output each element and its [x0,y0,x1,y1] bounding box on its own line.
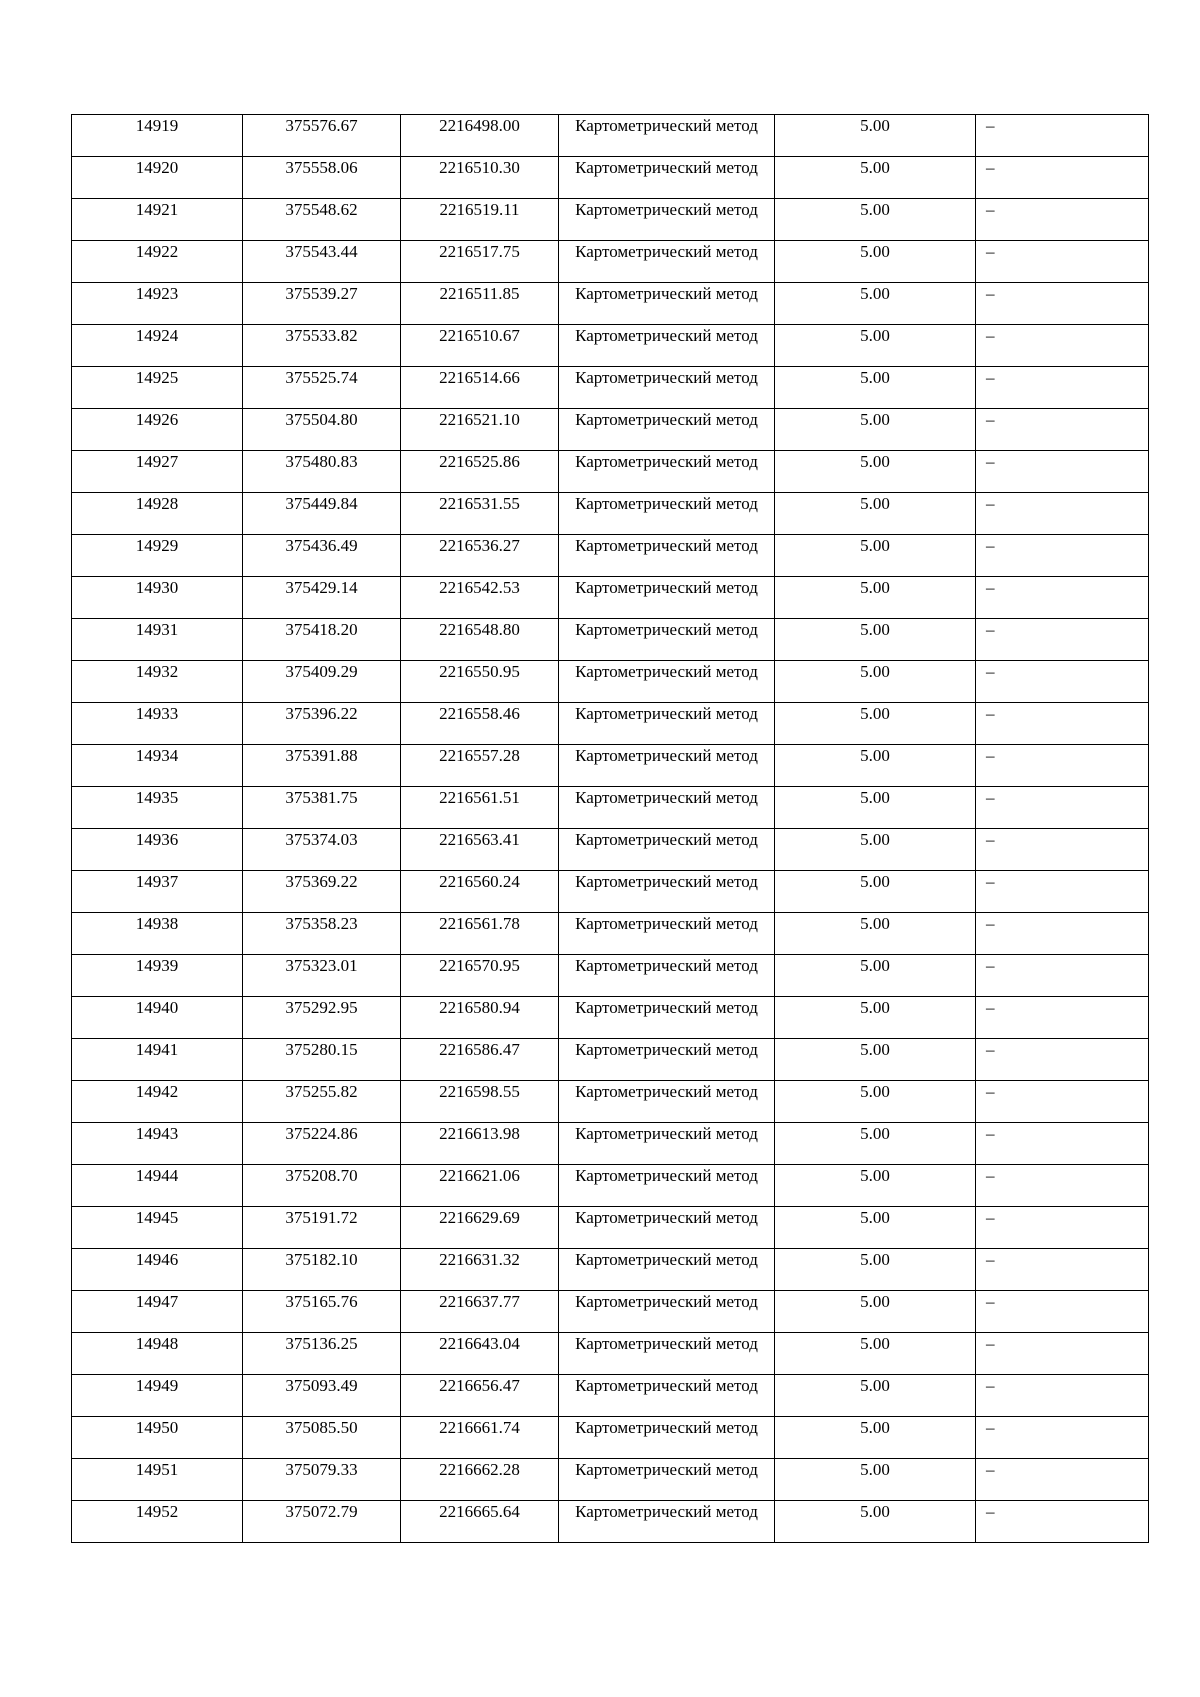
table-row [72,493,1149,535]
note-cell: – [976,451,1149,493]
note-cell: – [976,997,1149,1039]
table-row [72,1081,1149,1123]
precision-cell: 5.00 [775,955,976,997]
method-cell: Картометрический метод [559,661,775,703]
y-coordinate-cell: 2216560.24 [401,871,559,913]
precision-cell: 5.00 [775,1501,976,1543]
note-cell: – [976,1501,1149,1543]
table-row [72,661,1149,703]
method-cell: Картометрический метод [559,325,775,367]
note-cell: – [976,1039,1149,1081]
precision-cell: 5.00 [775,241,976,283]
note-cell: – [976,1291,1149,1333]
x-coordinate-cell: 375136.25 [243,1333,401,1375]
table-row [72,1165,1149,1207]
precision-cell: 5.00 [775,325,976,367]
x-coordinate-cell: 375504.80 [243,409,401,451]
x-coordinate-cell: 375548.62 [243,199,401,241]
x-coordinate-cell: 375449.84 [243,493,401,535]
y-coordinate-cell: 2216519.11 [401,199,559,241]
precision-cell: 5.00 [775,115,976,157]
y-coordinate-cell: 2216656.47 [401,1375,559,1417]
precision-cell: 5.00 [775,1333,976,1375]
y-coordinate-cell: 2216586.47 [401,1039,559,1081]
y-coordinate-cell: 2216621.06 [401,1165,559,1207]
note-cell: – [976,115,1149,157]
precision-cell: 5.00 [775,1207,976,1249]
table-row [72,871,1149,913]
x-coordinate-cell: 375255.82 [243,1081,401,1123]
method-cell: Картометрический метод [559,283,775,325]
y-coordinate-cell: 2216570.95 [401,955,559,997]
table-row [72,1123,1149,1165]
point-number-cell: 14942 [72,1081,243,1123]
method-cell: Картометрический метод [559,1081,775,1123]
point-number-cell: 14929 [72,535,243,577]
table-row [72,199,1149,241]
y-coordinate-cell: 2216563.41 [401,829,559,871]
point-number-cell: 14932 [72,661,243,703]
method-cell: Картометрический метод [559,997,775,1039]
x-coordinate-cell: 375480.83 [243,451,401,493]
method-cell: Картометрический метод [559,787,775,829]
method-cell: Картометрический метод [559,703,775,745]
point-number-cell: 14939 [72,955,243,997]
note-cell: – [976,661,1149,703]
x-coordinate-cell: 375093.49 [243,1375,401,1417]
table-row [72,157,1149,199]
y-coordinate-cell: 2216498.00 [401,115,559,157]
note-cell: – [976,367,1149,409]
table-row [72,535,1149,577]
y-coordinate-cell: 2216598.55 [401,1081,559,1123]
method-cell: Картометрический метод [559,1249,775,1291]
precision-cell: 5.00 [775,619,976,661]
y-coordinate-cell: 2216613.98 [401,1123,559,1165]
y-coordinate-cell: 2216514.66 [401,367,559,409]
method-cell: Картометрический метод [559,955,775,997]
x-coordinate-cell: 375533.82 [243,325,401,367]
method-cell: Картометрический метод [559,1207,775,1249]
precision-cell: 5.00 [775,787,976,829]
table-row [72,1501,1149,1543]
table-row [72,367,1149,409]
point-number-cell: 14949 [72,1375,243,1417]
note-cell: – [976,1081,1149,1123]
x-coordinate-cell: 375292.95 [243,997,401,1039]
y-coordinate-cell: 2216548.80 [401,619,559,661]
precision-cell: 5.00 [775,1417,976,1459]
table-row [72,1333,1149,1375]
note-cell: – [976,1417,1149,1459]
method-cell: Картометрический метод [559,451,775,493]
table-row [72,1207,1149,1249]
y-coordinate-cell: 2216665.64 [401,1501,559,1543]
x-coordinate-cell: 375558.06 [243,157,401,199]
method-cell: Картометрический метод [559,367,775,409]
point-number-cell: 14921 [72,199,243,241]
note-cell: – [976,325,1149,367]
point-number-cell: 14930 [72,577,243,619]
note-cell: – [976,703,1149,745]
table-row [72,325,1149,367]
note-cell: – [976,157,1149,199]
note-cell: – [976,577,1149,619]
note-cell: – [976,787,1149,829]
point-number-cell: 14950 [72,1417,243,1459]
precision-cell: 5.00 [775,745,976,787]
point-number-cell: 14926 [72,409,243,451]
method-cell: Картометрический метод [559,157,775,199]
method-cell: Картометрический метод [559,409,775,451]
x-coordinate-cell: 375165.76 [243,1291,401,1333]
y-coordinate-cell: 2216629.69 [401,1207,559,1249]
method-cell: Картометрический метод [559,1459,775,1501]
y-coordinate-cell: 2216542.53 [401,577,559,619]
table-row [72,955,1149,997]
note-cell: – [976,955,1149,997]
point-number-cell: 14952 [72,1501,243,1543]
method-cell: Картометрический метод [559,913,775,955]
x-coordinate-cell: 375072.79 [243,1501,401,1543]
x-coordinate-cell: 375085.50 [243,1417,401,1459]
note-cell: – [976,619,1149,661]
point-number-cell: 14927 [72,451,243,493]
method-cell: Картометрический метод [559,1291,775,1333]
point-number-cell: 14943 [72,1123,243,1165]
precision-cell: 5.00 [775,367,976,409]
x-coordinate-cell: 375429.14 [243,577,401,619]
y-coordinate-cell: 2216561.51 [401,787,559,829]
x-coordinate-cell: 375358.23 [243,913,401,955]
y-coordinate-cell: 2216531.55 [401,493,559,535]
point-number-cell: 14928 [72,493,243,535]
table-row [72,745,1149,787]
note-cell: – [976,913,1149,955]
note-cell: – [976,871,1149,913]
x-coordinate-cell: 375191.72 [243,1207,401,1249]
coordinates-table [71,114,1149,1543]
table-row [72,1249,1149,1291]
precision-cell: 5.00 [775,493,976,535]
x-coordinate-cell: 375280.15 [243,1039,401,1081]
x-coordinate-cell: 375381.75 [243,787,401,829]
y-coordinate-cell: 2216510.67 [401,325,559,367]
note-cell: – [976,1123,1149,1165]
point-number-cell: 14919 [72,115,243,157]
note-cell: – [976,241,1149,283]
x-coordinate-cell: 375576.67 [243,115,401,157]
table-row [72,283,1149,325]
method-cell: Картометрический метод [559,829,775,871]
method-cell: Картометрический метод [559,199,775,241]
note-cell: – [976,1207,1149,1249]
precision-cell: 5.00 [775,1081,976,1123]
precision-cell: 5.00 [775,1459,976,1501]
precision-cell: 5.00 [775,577,976,619]
note-cell: – [976,283,1149,325]
point-number-cell: 14938 [72,913,243,955]
method-cell: Картометрический метод [559,1165,775,1207]
method-cell: Картометрический метод [559,1123,775,1165]
table-row [72,1291,1149,1333]
x-coordinate-cell: 375418.20 [243,619,401,661]
table-row [72,997,1149,1039]
y-coordinate-cell: 2216511.85 [401,283,559,325]
y-coordinate-cell: 2216661.74 [401,1417,559,1459]
precision-cell: 5.00 [775,997,976,1039]
point-number-cell: 14931 [72,619,243,661]
method-cell: Картометрический метод [559,745,775,787]
table-row [72,1039,1149,1081]
precision-cell: 5.00 [775,1375,976,1417]
x-coordinate-cell: 375079.33 [243,1459,401,1501]
table-row [72,619,1149,661]
x-coordinate-cell: 375543.44 [243,241,401,283]
x-coordinate-cell: 375525.74 [243,367,401,409]
precision-cell: 5.00 [775,157,976,199]
table-row [72,1417,1149,1459]
note-cell: – [976,1459,1149,1501]
method-cell: Картометрический метод [559,1417,775,1459]
note-cell: – [976,829,1149,871]
method-cell: Картометрический метод [559,535,775,577]
precision-cell: 5.00 [775,1039,976,1081]
method-cell: Картометрический метод [559,1501,775,1543]
point-number-cell: 14935 [72,787,243,829]
precision-cell: 5.00 [775,283,976,325]
x-coordinate-cell: 375224.86 [243,1123,401,1165]
point-number-cell: 14920 [72,157,243,199]
point-number-cell: 14941 [72,1039,243,1081]
method-cell: Картометрический метод [559,871,775,913]
precision-cell: 5.00 [775,661,976,703]
note-cell: – [976,1375,1149,1417]
note-cell: – [976,199,1149,241]
point-number-cell: 14948 [72,1333,243,1375]
y-coordinate-cell: 2216561.78 [401,913,559,955]
precision-cell: 5.00 [775,703,976,745]
precision-cell: 5.00 [775,871,976,913]
point-number-cell: 14925 [72,367,243,409]
x-coordinate-cell: 375436.49 [243,535,401,577]
note-cell: – [976,1165,1149,1207]
point-number-cell: 14933 [72,703,243,745]
point-number-cell: 14947 [72,1291,243,1333]
method-cell: Картометрический метод [559,241,775,283]
y-coordinate-cell: 2216631.32 [401,1249,559,1291]
table-row [72,241,1149,283]
point-number-cell: 14936 [72,829,243,871]
note-cell: – [976,409,1149,451]
table-row [72,703,1149,745]
table-row [72,451,1149,493]
note-cell: – [976,1249,1149,1291]
x-coordinate-cell: 375323.01 [243,955,401,997]
y-coordinate-cell: 2216643.04 [401,1333,559,1375]
table-row [72,115,1149,157]
x-coordinate-cell: 375369.22 [243,871,401,913]
method-cell: Картометрический метод [559,1333,775,1375]
precision-cell: 5.00 [775,1123,976,1165]
precision-cell: 5.00 [775,1249,976,1291]
precision-cell: 5.00 [775,199,976,241]
point-number-cell: 14924 [72,325,243,367]
precision-cell: 5.00 [775,913,976,955]
note-cell: – [976,493,1149,535]
point-number-cell: 14944 [72,1165,243,1207]
method-cell: Картометрический метод [559,1039,775,1081]
method-cell: Картометрический метод [559,619,775,661]
note-cell: – [976,535,1149,577]
point-number-cell: 14945 [72,1207,243,1249]
table-body [72,115,1149,1543]
table-row [72,913,1149,955]
method-cell: Картометрический метод [559,493,775,535]
y-coordinate-cell: 2216580.94 [401,997,559,1039]
x-coordinate-cell: 375409.29 [243,661,401,703]
table-row [72,577,1149,619]
table-row [72,787,1149,829]
method-cell: Картометрический метод [559,115,775,157]
point-number-cell: 14937 [72,871,243,913]
method-cell: Картометрический метод [559,1375,775,1417]
x-coordinate-cell: 375374.03 [243,829,401,871]
y-coordinate-cell: 2216550.95 [401,661,559,703]
x-coordinate-cell: 375391.88 [243,745,401,787]
y-coordinate-cell: 2216557.28 [401,745,559,787]
point-number-cell: 14946 [72,1249,243,1291]
y-coordinate-cell: 2216536.27 [401,535,559,577]
y-coordinate-cell: 2216517.75 [401,241,559,283]
x-coordinate-cell: 375208.70 [243,1165,401,1207]
x-coordinate-cell: 375182.10 [243,1249,401,1291]
x-coordinate-cell: 375396.22 [243,703,401,745]
y-coordinate-cell: 2216558.46 [401,703,559,745]
precision-cell: 5.00 [775,1291,976,1333]
y-coordinate-cell: 2216510.30 [401,157,559,199]
table-row [72,409,1149,451]
point-number-cell: 14934 [72,745,243,787]
y-coordinate-cell: 2216525.86 [401,451,559,493]
point-number-cell: 14923 [72,283,243,325]
precision-cell: 5.00 [775,535,976,577]
note-cell: – [976,745,1149,787]
precision-cell: 5.00 [775,829,976,871]
table-row [72,1459,1149,1501]
table-row [72,829,1149,871]
method-cell: Картометрический метод [559,577,775,619]
table-row [72,1375,1149,1417]
point-number-cell: 14951 [72,1459,243,1501]
y-coordinate-cell: 2216637.77 [401,1291,559,1333]
x-coordinate-cell: 375539.27 [243,283,401,325]
y-coordinate-cell: 2216662.28 [401,1459,559,1501]
precision-cell: 5.00 [775,1165,976,1207]
point-number-cell: 14940 [72,997,243,1039]
point-number-cell: 14922 [72,241,243,283]
precision-cell: 5.00 [775,451,976,493]
precision-cell: 5.00 [775,409,976,451]
note-cell: – [976,1333,1149,1375]
y-coordinate-cell: 2216521.10 [401,409,559,451]
